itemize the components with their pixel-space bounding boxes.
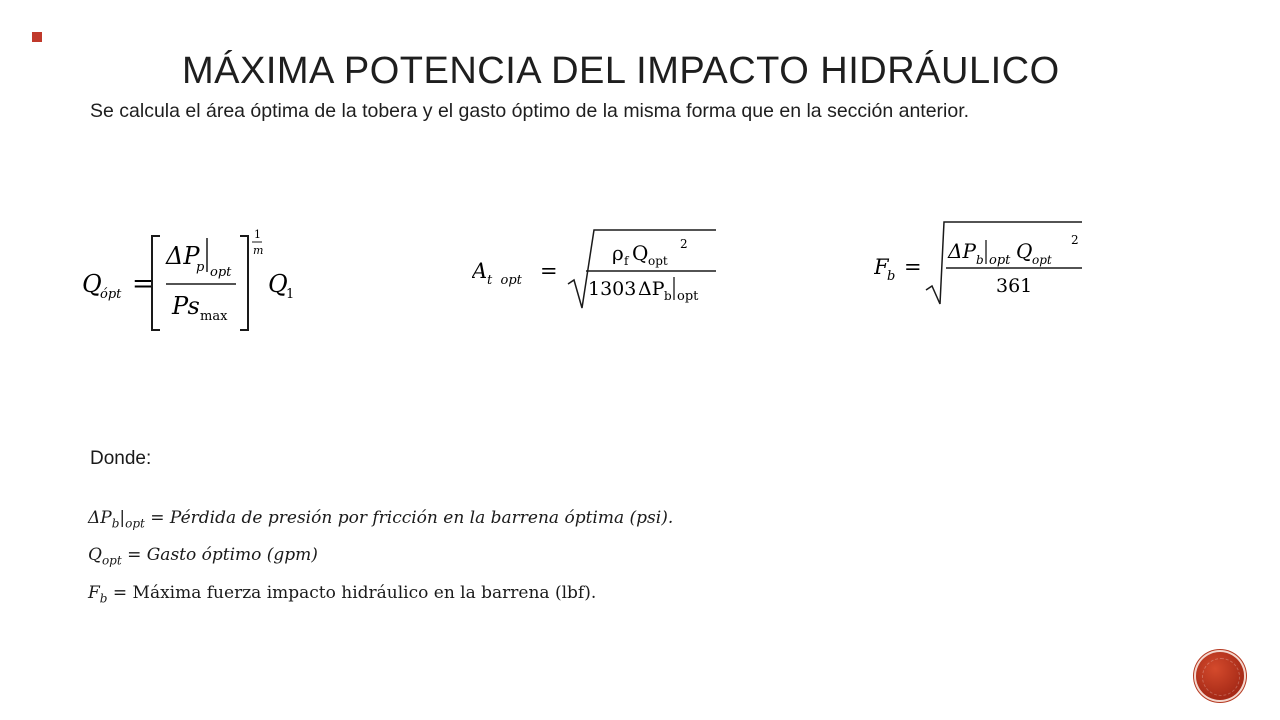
formula1-lhs: Q [82, 270, 102, 298]
definition-symbol: Q [88, 545, 102, 566]
definition-symbol-sub: opt [101, 553, 122, 568]
where-label: Donde: [90, 448, 152, 469]
formula3-equals: = [904, 255, 922, 279]
definition-eval-bar: | [119, 508, 126, 528]
formula1-den-sub: max [200, 309, 228, 324]
formula-a-opt [472, 224, 722, 314]
formula2-num-q-sub: opt [648, 254, 668, 268]
formula3-num-eval: opt [989, 253, 1011, 268]
definition-symbol-sub: b [111, 516, 120, 531]
formula2-lhs: A [472, 259, 488, 283]
formula3-num-q: Q [1016, 239, 1033, 263]
formula3-den: 361 [996, 275, 1033, 297]
formula1-equals: = [132, 269, 154, 299]
title-accent-mark [32, 32, 42, 42]
formula1-num-eval: opt [210, 265, 232, 280]
formula3-num-dp: ΔP [948, 239, 976, 263]
formula-q-opt [82, 216, 322, 336]
slide-title: MÁXIMA POTENCIA DEL IMPACTO HIDRÁULICO [182, 50, 1060, 92]
formula2-equals: = [540, 259, 558, 283]
formula1-num-main: ΔP [166, 242, 200, 270]
formula2-den-dp: ΔP [638, 278, 665, 300]
definition-symbol-sub: b [99, 591, 108, 606]
definition-text: = Gasto óptimo (gpm) [127, 545, 318, 566]
slide-badge-icon [1196, 652, 1244, 700]
definition-row [88, 502, 673, 539]
formula1-lhs-sub: ópt [100, 287, 122, 302]
slide-subtitle: Se calcula el área óptima de la tobera y el gasto óptimo de la misma forma que en la sección anterior. [90, 100, 970, 122]
definitions-list [88, 502, 673, 614]
definition-text: = Pérdida de presión por fricción en la barrena óptima (psi). [150, 508, 674, 528]
formula2-den-const: 1303 [588, 278, 637, 300]
formula2-num-rho: ρ [612, 241, 624, 265]
definition-symbol: ΔP [88, 508, 112, 528]
definition-symbol: F [88, 582, 100, 603]
formula3-num-exp: 2 [1071, 233, 1079, 247]
formula1-exp-num: 1 [254, 228, 261, 241]
definition-text: = Máxima fuerza impacto hidráulico en la barrena (lbf). [112, 582, 597, 603]
formula3-num-q-sub: opt [1032, 253, 1052, 267]
formula2-lhs-sub: t opt [487, 273, 522, 288]
formula1-rhs: Q [268, 270, 288, 298]
formula1-den-main: Ps [172, 292, 200, 320]
formula2-num-rho-sub: f [624, 254, 629, 268]
formula3-num-dp-sub: b [976, 253, 984, 267]
formula3-lhs-sub: b [887, 269, 896, 284]
formula2-den-dp-sub: b [664, 289, 672, 303]
formula2-num-exp: 2 [680, 237, 688, 251]
definition-row [88, 539, 673, 576]
definition-eval-sub: opt [125, 516, 145, 531]
formula1-num-sub: p [196, 260, 205, 275]
formula-f-b [874, 218, 1088, 308]
formula2-num-q: Q [632, 241, 649, 265]
definition-row [88, 577, 673, 614]
formula2-den-eval: opt [677, 289, 699, 304]
formula1-rhs-sub: 1 [286, 287, 295, 302]
formula1-exp-den: m [253, 244, 264, 257]
formula1-right-bracket [240, 236, 248, 330]
formula3-lhs: F [874, 255, 889, 279]
